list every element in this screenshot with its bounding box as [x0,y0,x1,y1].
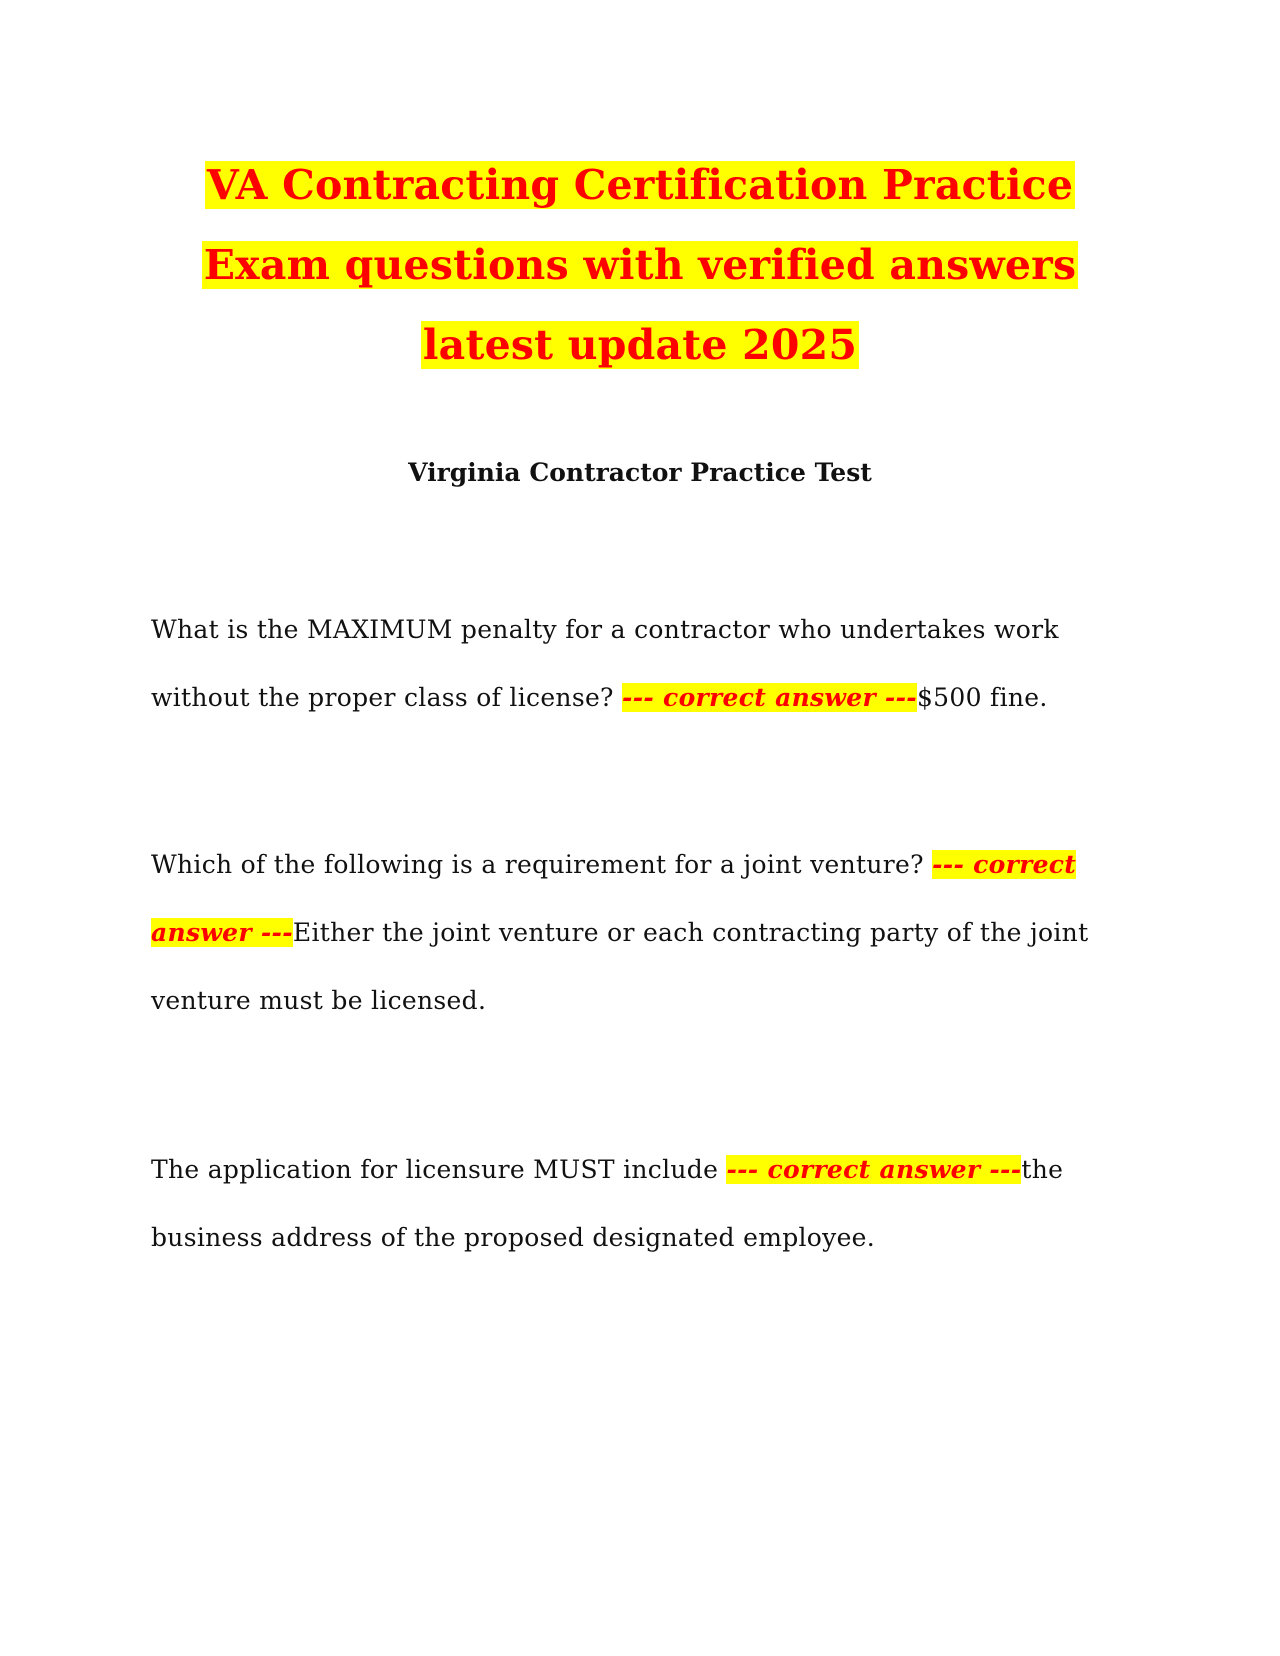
correct-answer-marker: --- correct answer --- [622,683,917,712]
answer-text: $500 fine. [916,683,1048,712]
question-text: Which of the following is a requirement for a joint venture? [151,850,924,879]
title-line-1: VA Contracting Certification Practice [206,161,1074,209]
title-line [0,305,1280,385]
question-answer-item [151,831,1141,1035]
answer-text: the business address of the proposed designated employee. [151,1155,1064,1252]
question-answer-item [151,1136,1141,1272]
correct-answer-marker: --- correct answer --- [151,850,1077,947]
document-title [0,145,1280,385]
title-line-3: latest update 2025 [422,321,858,369]
question-text: What is the MAXIMUM penalty for a contractor who undertakes work without the proper class of license? [151,615,1059,712]
title-line [0,225,1280,305]
question-text: The application for licensure MUST include [151,1155,719,1184]
title-line [0,145,1280,225]
title-line-2: Exam questions with verified answers [203,241,1077,289]
document-subtitle: Virginia Contractor Practice Test [408,458,872,487]
answer-text: Either the joint venture or each contracting party of the joint venture must be licensed. [151,918,1089,1015]
correct-answer-marker: --- correct answer --- [726,1155,1022,1184]
question-answer-item [151,596,1141,732]
